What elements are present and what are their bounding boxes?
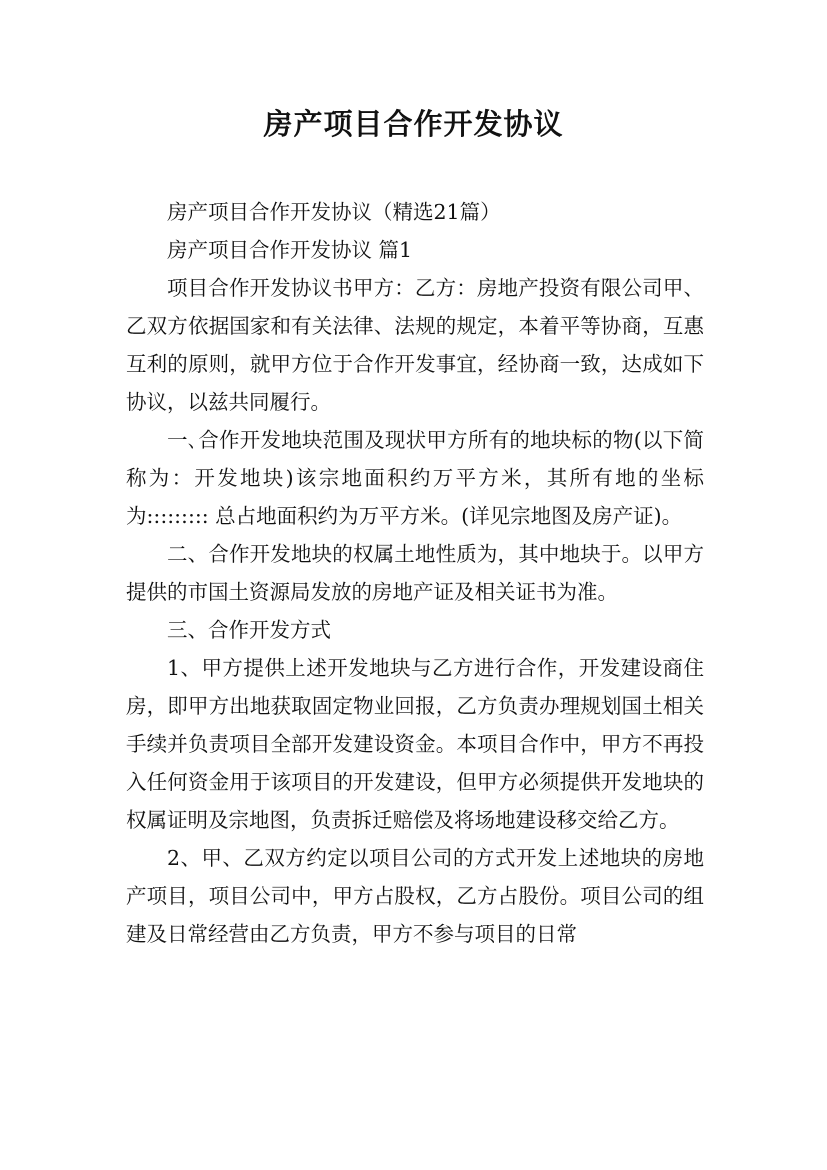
paragraph-clause-1: 一､合作开发地块范围及现状甲方所有的地块标的物(以下简称为：开发地块)该宗地面积约万平方米，其所有地的坐标为::::::::: 总占地面积约为万平方米。(详见宗地图及房产证)。 (126, 428, 704, 528)
paragraph-clause-2: 二、合作开发地块的权属土地性质为，其中地块于。以甲方提供的市国土资源局发放的房地产证及相关证书为准。 (126, 542, 704, 604)
paragraph-clause-3-item-2: 2、甲、乙双方约定以项目公司的方式开发上述地块的房地产项目，项目公司中，甲方占股权，乙方占股份。项目公司的组建及日常经营由乙方负责，甲方不参与项目的日常 (126, 846, 704, 946)
paragraph-intro: 项目合作开发协议书甲方：乙方：房地产投资有限公司甲、乙双方依据国家和有关法律、法规的规定，本着平等协商，互惠互利的原则，就甲方位于合作开发事宜，经协商一致，达成如下协议，以兹共同履行。 (126, 276, 704, 414)
document-body (126, 193, 704, 953)
paragraph-section-heading: 房产项目合作开发协议 篇1 (167, 238, 413, 262)
paragraph-clause-3-item-1: 1、甲方提供上述开发地块与乙方进行合作，开发建设商住房，即甲方出地获取固定物业回报，乙方负责办理规划国土相关手续并负责项目全部开发建设资金。本项目合作中，甲方不再投入任何资金用于该项目的开发建设，但甲方必须提供开发地块的权属证明及宗地图，负责拆迁赔偿及将场地建设移交给乙方。 (126, 656, 704, 832)
paragraph-subtitle: 房产项目合作开发协议（精选21篇） (167, 200, 501, 224)
paragraph-clause-3-heading: 三、合作开发方式 (167, 618, 331, 642)
document-title: 房产项目合作开发协议 (263, 107, 564, 141)
